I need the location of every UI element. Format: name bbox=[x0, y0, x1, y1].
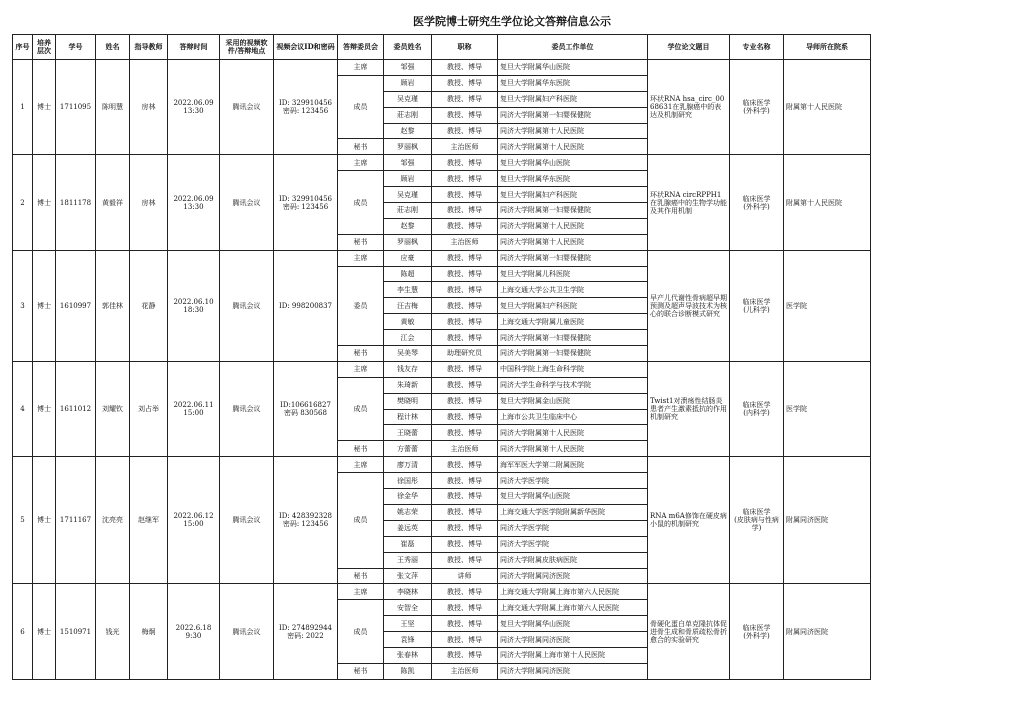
member-unit: 同济大学附属第一妇婴保健院 bbox=[498, 203, 648, 219]
training-level: 博士 bbox=[33, 155, 56, 250]
member-title: 教授、博导 bbox=[432, 600, 498, 616]
member-title: 讲师 bbox=[432, 568, 498, 584]
member-name: 王晓蕾 bbox=[384, 425, 432, 441]
student-name: 郭佳林 bbox=[96, 250, 130, 361]
major-name: 临床医学 (内科学) bbox=[730, 361, 784, 456]
student-id: 1711095 bbox=[56, 60, 96, 155]
training-level: 博士 bbox=[33, 457, 56, 584]
member-name: 王秀丽 bbox=[384, 552, 432, 568]
member-title: 主治医师 bbox=[432, 234, 498, 250]
committee-role: 委员 bbox=[338, 266, 384, 345]
header-cell: 委员姓名 bbox=[384, 35, 432, 60]
member-unit: 复旦大学附属华山医院 bbox=[498, 155, 648, 171]
meeting-id-password: ID: 274892944 密码: 2022 bbox=[274, 584, 338, 679]
member-title: 教授、博导 bbox=[432, 425, 498, 441]
member-name: 顾岩 bbox=[384, 75, 432, 91]
advisor-department: 附属同济医院 bbox=[784, 457, 871, 584]
member-unit: 复旦大学附属华东医院 bbox=[498, 171, 648, 187]
member-name: 邹强 bbox=[384, 155, 432, 171]
row-number: 3 bbox=[13, 250, 33, 361]
advisor-department: 医学院 bbox=[784, 361, 871, 456]
member-name: 赵黎 bbox=[384, 218, 432, 234]
table-row bbox=[13, 155, 871, 171]
member-name: 陈凯 bbox=[384, 663, 432, 679]
committee-role: 主席 bbox=[338, 457, 384, 473]
committee-role: 成员 bbox=[338, 171, 384, 235]
defense-table bbox=[12, 34, 871, 680]
thesis-title: 早产儿代谢性骨病超早期预测及超声导波技术为核心的联合诊断模式研究 bbox=[648, 250, 730, 361]
member-unit: 复旦大学附属妇产科医院 bbox=[498, 298, 648, 314]
student-name: 钱光 bbox=[96, 584, 130, 679]
member-name: 徐国彤 bbox=[384, 473, 432, 489]
committee-role: 秘书 bbox=[338, 139, 384, 155]
member-unit: 复旦大学附属儿科医院 bbox=[498, 266, 648, 282]
member-unit: 复旦大学附属华山医院 bbox=[498, 60, 648, 76]
member-title: 教授、博导 bbox=[432, 393, 498, 409]
row-number: 2 bbox=[13, 155, 33, 250]
advisor-department: 附属第十人民医院 bbox=[784, 155, 871, 250]
member-unit: 同济大学医学院 bbox=[498, 520, 648, 536]
member-title: 教授、博导 bbox=[432, 457, 498, 473]
defense-time: 2022.06.09 13:30 bbox=[168, 155, 220, 250]
advisor-department: 附属同济医院 bbox=[784, 584, 871, 679]
defense-venue: 腾讯会议 bbox=[220, 250, 274, 361]
advisor-name: 赵继军 bbox=[130, 457, 168, 584]
member-unit: 中国科学院上海生命科学院 bbox=[498, 361, 648, 377]
member-title: 主治医师 bbox=[432, 139, 498, 155]
defense-venue: 腾讯会议 bbox=[220, 584, 274, 679]
member-unit: 同济大学附属上海市第十人民医院 bbox=[498, 647, 648, 663]
member-title: 教授、博导 bbox=[432, 520, 498, 536]
member-name: 李晓林 bbox=[384, 584, 432, 600]
member-name: 樊晓明 bbox=[384, 393, 432, 409]
advisor-name: 房林 bbox=[130, 155, 168, 250]
member-title: 教授、博导 bbox=[432, 282, 498, 298]
header-cell: 视频会议ID和密码 bbox=[274, 35, 338, 60]
member-unit: 复旦大学附属金山医院 bbox=[498, 393, 648, 409]
member-unit: 同济大学附属第十人民医院 bbox=[498, 123, 648, 139]
member-unit: 同济大学医学院 bbox=[498, 536, 648, 552]
committee-role: 主席 bbox=[338, 250, 384, 266]
member-name: 姚志荣 bbox=[384, 504, 432, 520]
student-id: 1811178 bbox=[56, 155, 96, 250]
member-title: 教授、博导 bbox=[432, 203, 498, 219]
member-unit: 上海交通大学公共卫生学院 bbox=[498, 282, 648, 298]
member-unit: 复旦大学附属华东医院 bbox=[498, 75, 648, 91]
member-unit: 复旦大学附属妇产科医院 bbox=[498, 91, 648, 107]
student-name: 沈亮亮 bbox=[96, 457, 130, 584]
member-title: 教授、博导 bbox=[432, 314, 498, 330]
member-unit: 同济大学附属第十人民医院 bbox=[498, 234, 648, 250]
committee-role: 主席 bbox=[338, 361, 384, 377]
member-name: 吴克瑾 bbox=[384, 187, 432, 203]
member-title: 教授、博导 bbox=[432, 155, 498, 171]
member-title: 教授、博导 bbox=[432, 107, 498, 123]
thesis-title: Twist1对溃疡性结肠炎患者产生激素抵抗的作用机制研究 bbox=[648, 361, 730, 456]
member-title: 教授、博导 bbox=[432, 632, 498, 648]
advisor-department: 医学院 bbox=[784, 250, 871, 361]
member-title: 教授、博导 bbox=[432, 123, 498, 139]
member-name: 罗丽枫 bbox=[384, 139, 432, 155]
member-name: 莊志刚 bbox=[384, 107, 432, 123]
row-number: 5 bbox=[13, 457, 33, 584]
member-unit: 同济大学医学院 bbox=[498, 473, 648, 489]
advisor-name: 梅炯 bbox=[130, 584, 168, 679]
row-number: 4 bbox=[13, 361, 33, 456]
member-unit: 同济大学附属第一妇婴保健院 bbox=[498, 107, 648, 123]
advisor-name: 房林 bbox=[130, 60, 168, 155]
header-cell: 专业名称 bbox=[730, 35, 784, 60]
student-name: 陈明慧 bbox=[96, 60, 130, 155]
table-row bbox=[13, 361, 871, 377]
member-title: 教授、博导 bbox=[432, 473, 498, 489]
student-id: 1510971 bbox=[56, 584, 96, 679]
meeting-id-password: ID: 329910456 密码: 123456 bbox=[274, 60, 338, 155]
member-unit: 同济大学附属皮肤病医院 bbox=[498, 552, 648, 568]
member-title: 教授、博导 bbox=[432, 536, 498, 552]
member-unit: 上海交通大学附属儿童医院 bbox=[498, 314, 648, 330]
member-name: 袁锋 bbox=[384, 632, 432, 648]
header-cell: 序号 bbox=[13, 35, 33, 60]
row-number: 1 bbox=[13, 60, 33, 155]
member-name: 黄敏 bbox=[384, 314, 432, 330]
member-title: 教授、博导 bbox=[432, 504, 498, 520]
member-title: 教授、博导 bbox=[432, 91, 498, 107]
member-unit: 复旦大学附属华山医院 bbox=[498, 489, 648, 505]
defense-time: 2022.06.11 15:00 bbox=[168, 361, 220, 456]
member-name: 江会 bbox=[384, 330, 432, 346]
committee-role: 秘书 bbox=[338, 441, 384, 457]
member-name: 赵黎 bbox=[384, 123, 432, 139]
committee-role: 主席 bbox=[338, 584, 384, 600]
committee-role: 成员 bbox=[338, 600, 384, 664]
member-name: 姜远英 bbox=[384, 520, 432, 536]
member-title: 助理研究员 bbox=[432, 346, 498, 362]
committee-role: 成员 bbox=[338, 473, 384, 568]
member-name: 徐金华 bbox=[384, 489, 432, 505]
member-name: 张文萍 bbox=[384, 568, 432, 584]
defense-venue: 腾讯会议 bbox=[220, 457, 274, 584]
committee-role: 主席 bbox=[338, 155, 384, 171]
member-unit: 同济大学附属第十人民医院 bbox=[498, 441, 648, 457]
member-name: 王坚 bbox=[384, 616, 432, 632]
meeting-id-password: ID: 329910456 密码: 123456 bbox=[274, 155, 338, 250]
defense-venue: 腾讯会议 bbox=[220, 361, 274, 456]
advisor-department: 附属第十人民医院 bbox=[784, 60, 871, 155]
header-cell: 采用的视频软件/答辩地点 bbox=[220, 35, 274, 60]
member-title: 教授、博导 bbox=[432, 584, 498, 600]
header-cell: 姓名 bbox=[96, 35, 130, 60]
member-unit: 同济大学附属第一妇婴保健院 bbox=[498, 250, 648, 266]
member-name: 吴美琴 bbox=[384, 346, 432, 362]
committee-role: 成员 bbox=[338, 377, 384, 441]
major-name: 临床医学 (儿科学) bbox=[730, 250, 784, 361]
member-unit: 同济大学附属同济医院 bbox=[498, 632, 648, 648]
major-name: 临床医学 (外科学) bbox=[730, 584, 784, 679]
member-unit: 复旦大学附属妇产科医院 bbox=[498, 187, 648, 203]
member-title: 主治医师 bbox=[432, 441, 498, 457]
defense-time: 2022.06.09 13:30 bbox=[168, 60, 220, 155]
member-title: 教授、博导 bbox=[432, 616, 498, 632]
training-level: 博士 bbox=[33, 60, 56, 155]
defense-venue: 腾讯会议 bbox=[220, 155, 274, 250]
training-level: 博士 bbox=[33, 584, 56, 679]
member-title: 教授、博导 bbox=[432, 266, 498, 282]
member-title: 教授、博导 bbox=[432, 218, 498, 234]
member-unit: 上海交通大学医学院附属新华医院 bbox=[498, 504, 648, 520]
member-unit: 同济大学生命科学与技术学院 bbox=[498, 377, 648, 393]
member-unit: 海军军医大学第二附属医院 bbox=[498, 457, 648, 473]
header-cell: 学号 bbox=[56, 35, 96, 60]
advisor-name: 花静 bbox=[130, 250, 168, 361]
training-level: 博士 bbox=[33, 361, 56, 456]
member-name: 邹强 bbox=[384, 60, 432, 76]
committee-role: 秘书 bbox=[338, 346, 384, 362]
table-row bbox=[13, 457, 871, 473]
member-name: 汪吉梅 bbox=[384, 298, 432, 314]
table-row bbox=[13, 250, 871, 266]
meeting-id-password: ID:106616827 密码 830568 bbox=[274, 361, 338, 456]
member-name: 顾岩 bbox=[384, 171, 432, 187]
major-name: 临床医学 (皮肤病与性病学) bbox=[730, 457, 784, 584]
member-unit: 同济大学附属第十人民医院 bbox=[498, 425, 648, 441]
student-name: 刘耀钦 bbox=[96, 361, 130, 456]
member-title: 教授、博导 bbox=[432, 377, 498, 393]
member-name: 廖万清 bbox=[384, 457, 432, 473]
member-unit: 同济大学附属第一妇婴保健院 bbox=[498, 330, 648, 346]
member-unit: 上海市公共卫生临床中心 bbox=[498, 409, 648, 425]
student-name: 黄毅祥 bbox=[96, 155, 130, 250]
defense-time: 2022.6.18 9:30 bbox=[168, 584, 220, 679]
member-unit: 同济大学附属第一妇婴保健院 bbox=[498, 346, 648, 362]
member-name: 吴克瑾 bbox=[384, 91, 432, 107]
member-title: 教授、博导 bbox=[432, 409, 498, 425]
member-name: 罗丽枫 bbox=[384, 234, 432, 250]
member-name: 程计林 bbox=[384, 409, 432, 425]
meeting-id-password: ID: 428392328 密码: 123456 bbox=[274, 457, 338, 584]
major-name: 临床医学 (外科学) bbox=[730, 60, 784, 155]
defense-time: 2022.06.10 18:30 bbox=[168, 250, 220, 361]
member-name: 钱友存 bbox=[384, 361, 432, 377]
member-title: 主治医师 bbox=[432, 663, 498, 679]
defense-time: 2022.06.12 15:00 bbox=[168, 457, 220, 584]
member-name: 陈超 bbox=[384, 266, 432, 282]
committee-role: 成员 bbox=[338, 75, 384, 139]
thesis-title: 骨硬化蛋白单克隆抗体促进骨生成和骨质疏松骨折愈合的实验研究 bbox=[648, 584, 730, 679]
member-title: 教授、博导 bbox=[432, 187, 498, 203]
committee-role: 秘书 bbox=[338, 663, 384, 679]
member-title: 教授、博导 bbox=[432, 171, 498, 187]
member-title: 教授、博导 bbox=[432, 552, 498, 568]
header-cell: 指导教师 bbox=[130, 35, 168, 60]
member-title: 教授、博导 bbox=[432, 298, 498, 314]
member-unit: 上海交通大学附属上海市第六人民医院 bbox=[498, 584, 648, 600]
member-unit: 同济大学附属同济医院 bbox=[498, 663, 648, 679]
student-id: 1611012 bbox=[56, 361, 96, 456]
member-title: 教授、博导 bbox=[432, 60, 498, 76]
member-unit: 同济大学附属第十人民医院 bbox=[498, 139, 648, 155]
member-name: 朱琦新 bbox=[384, 377, 432, 393]
member-unit: 同济大学附属第十人民医院 bbox=[498, 218, 648, 234]
member-name: 安智全 bbox=[384, 600, 432, 616]
advisor-name: 刘占举 bbox=[130, 361, 168, 456]
member-name: 张春林 bbox=[384, 647, 432, 663]
student-id: 1610997 bbox=[56, 250, 96, 361]
member-title: 教授、博导 bbox=[432, 489, 498, 505]
training-level: 博士 bbox=[33, 250, 56, 361]
student-id: 1711167 bbox=[56, 457, 96, 584]
table-row bbox=[13, 584, 871, 600]
member-title: 教授、博导 bbox=[432, 75, 498, 91]
table-row bbox=[13, 60, 871, 76]
member-name: 应豪 bbox=[384, 250, 432, 266]
member-name: 李生慧 bbox=[384, 282, 432, 298]
thesis-title: RNA m6A修饰在硬皮病小鼠的机制研究 bbox=[648, 457, 730, 584]
member-unit: 上海交通大学附属上海市第六人民医院 bbox=[498, 600, 648, 616]
header-cell: 学位论文题目 bbox=[648, 35, 730, 60]
member-title: 教授、博导 bbox=[432, 361, 498, 377]
header-row bbox=[13, 35, 871, 60]
committee-role: 秘书 bbox=[338, 234, 384, 250]
member-unit: 同济大学附属同济医院 bbox=[498, 568, 648, 584]
committee-role: 秘书 bbox=[338, 568, 384, 584]
thesis-title: 环状RNA circRPPH1在乳腺癌中的生物学功能及其作用机制 bbox=[648, 155, 730, 250]
header-cell: 答辩时间 bbox=[168, 35, 220, 60]
member-unit: 复旦大学附属华山医院 bbox=[498, 616, 648, 632]
committee-role: 主席 bbox=[338, 60, 384, 76]
member-title: 教授、博导 bbox=[432, 250, 498, 266]
meeting-id-password: ID: 998200837 bbox=[274, 250, 338, 361]
row-number: 6 bbox=[13, 584, 33, 679]
member-title: 教授、博导 bbox=[432, 647, 498, 663]
header-cell: 答辩委员会 bbox=[338, 35, 384, 60]
header-cell: 职称 bbox=[432, 35, 498, 60]
header-cell: 导师所在院系 bbox=[784, 35, 871, 60]
page-title: 医学院博士研究生学位论文答辩信息公示 bbox=[413, 15, 611, 28]
header-cell: 委员工作单位 bbox=[498, 35, 648, 60]
defense-venue: 腾讯会议 bbox=[220, 60, 274, 155]
member-name: 方蕾蕾 bbox=[384, 441, 432, 457]
member-title: 教授、博导 bbox=[432, 330, 498, 346]
header-cell: 培养层次 bbox=[33, 35, 56, 60]
member-name: 莊志刚 bbox=[384, 203, 432, 219]
major-name: 临床医学 (外科学) bbox=[730, 155, 784, 250]
thesis-title: 环状RNA hsa_circ_0068631在乳腺癌中的表达及机制研究 bbox=[648, 60, 730, 155]
member-name: 崔磊 bbox=[384, 536, 432, 552]
